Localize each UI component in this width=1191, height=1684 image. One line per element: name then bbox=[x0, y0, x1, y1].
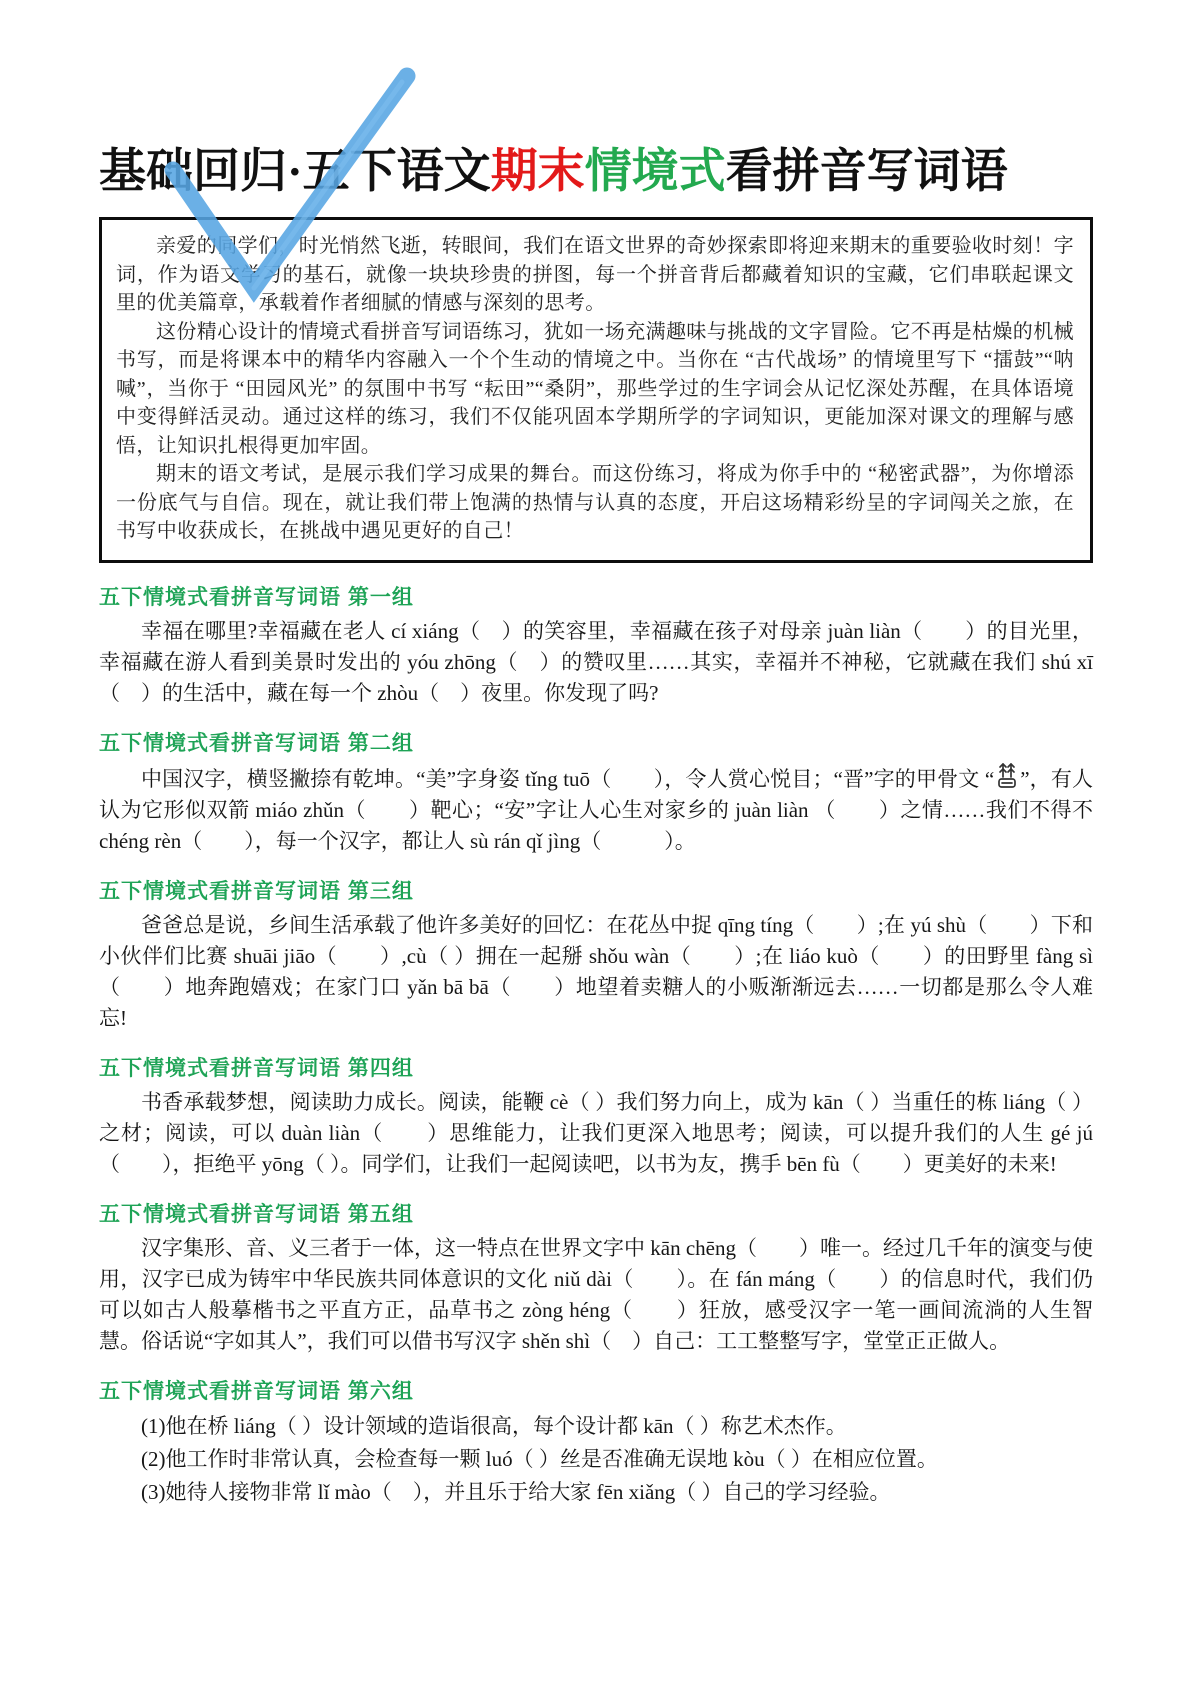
title-black-part1: 基础回归·五下语文 bbox=[99, 146, 491, 198]
page-content bbox=[99, 0, 1093, 1509]
page-title bbox=[99, 134, 1093, 201]
group-6 bbox=[99, 1375, 1093, 1509]
group-5-header: 五下情境式看拼音写词语 第五组 bbox=[99, 1202, 414, 1226]
title-black-part2: 看拼音写词语 bbox=[725, 146, 1008, 198]
group-1-body: 幸福在哪里?幸福藏在老人 cí xiáng（ ）的笑容里，幸福藏在孩子对母亲 juàn liàn（ ）的目光里，幸福藏在游人看到美景时发出的 yóu zhōng（ ）的赞叹里……其实，幸福并不神秘，它就藏在我们 shú xī（ ）的生活中，藏在每一个 zhòu（ ）夜里。你发现了吗? bbox=[99, 618, 1093, 705]
group-2-header: 五下情境式看拼音写词语 第二组 bbox=[99, 731, 414, 755]
group-3-body: 爸爸总是说，乡间生活承载了他许多美好的回忆：在花丛中捉 qīng tíng（ ）;在 yú shù（ ）下和小伙伴们比赛 shuāi jiāo（ ）,cù（ ）拥在一起掰 shǒu wàn（ ）;在 liáo kuò（ ）的田野里 fàng sì（ ）地奔跑嬉戏；在家门口 yǎn bā bā（ ）地望着卖糖人的小贩渐渐远去……一切都是那么令人难忘! bbox=[99, 912, 1093, 1030]
group-6-item-2: (2)他工作时非常认真，会检查每一颗 luó（ ）丝是否准确无误地 kòu（ ）在相应位置。 bbox=[141, 1446, 938, 1471]
intro-paragraph-2: 这份精心设计的情境式看拼音写词语练习，犹如一场充满趣味与挑战的文字冒险。它不再是枯燥的机械书写，而是将课本中的精华内容融入一个个生动的情境之中。当你在 “古代战场” 的情境里写下 “擂鼓”“呐喊”，当你于 “田园风光” 的氛围中书写 “耘田”“桑阴”，那些学过的生字词会从记忆深处苏醒，在具体语境中变得鲜活灵动。通过这样的练习，我们不仅能巩固本学期所学的字词知识，更能加深对课文的理解与感悟，让知识扎根得更加牢固。 bbox=[116, 320, 1074, 457]
title-green-part: 情境式 bbox=[584, 146, 726, 198]
group-3-header: 五下情境式看拼音写词语 第三组 bbox=[99, 879, 414, 903]
group-3 bbox=[99, 875, 1093, 1034]
group-2-body-before: 中国汉字，横竖撇捺有乾坤。“美”字身姿 tǐng tuō（ ），令人赏心悦目；“晋”字的甲骨文 “ bbox=[141, 766, 995, 791]
group-6-item-1: (1)他在桥 liáng（ ）设计领域的造诣很高，每个设计都 kān（ ）称艺术杰作。 bbox=[141, 1413, 847, 1438]
group-1-header: 五下情境式看拼音写词语 第一组 bbox=[99, 585, 414, 609]
group-1 bbox=[99, 581, 1093, 709]
group-6-header: 五下情境式看拼音写词语 第六组 bbox=[99, 1379, 414, 1403]
intro-box bbox=[99, 217, 1093, 563]
oracle-bone-jin-glyph bbox=[995, 762, 1019, 790]
group-5-body: 汉字集形、音、义三者于一体，这一特点在世界文字中 kān chēng（ ）唯一。经过几千年的演变与使用，汉字已成为铸牢中华民族共同体意识的文化 niǔ dài（ ）。在 fán máng（ ）的信息时代，我们仍可以如古人般摹楷书之平直方正，品草书之 zòng héng（ ）狂放，感受汉字一笔一画间流淌的人生智慧。俗话说“字如其人”，我们可以借书写汉字 shěn shì（ ）自己：工工整整写字，堂堂正正做人。 bbox=[99, 1235, 1093, 1353]
group-6-items bbox=[99, 1410, 1093, 1509]
intro-paragraph-1: 亲爱的同学们，时光悄然飞逝，转眼间，我们在语文世界的奇妙探索即将迎来期末的重要验收时刻！字词，作为语文学习的基石，就像一块块珍贵的拼图，每一个拼音背后都藏着知识的宝藏，它们串联起课文里的优美篇章，承载着作者细腻的情感与深刻的思考。 bbox=[116, 235, 1074, 314]
group-4-body: 书香承载梦想，阅读助力成长。阅读，能鞭 cè（ ）我们努力向上，成为 kān（ ）当重任的栋 liáng（ ）之材；阅读，可以 duàn liàn（ ）思维能力，让我们更深入地思考；阅读，可以提升我们的人生 gé jú（ ），拒绝平 yōng（ ）。同学们，让我们一起阅读吧，以书为友，携手 bēn fù（ ）更美好的未来! bbox=[99, 1089, 1093, 1176]
title-red-part: 期末 bbox=[490, 146, 585, 198]
group-2 bbox=[99, 727, 1093, 857]
group-6-item-3: (3)她待人接物非常 lǐ mào（ ），并且乐于给大家 fēn xiǎng（ ）自己的学习经验。 bbox=[141, 1479, 891, 1504]
group-4 bbox=[99, 1052, 1093, 1180]
intro-paragraph-3: 期末的语文考试，是展示我们学习成果的舞台。而这份练习，将成为你手中的 “秘密武器”，为你增添一份底气与自信。现在，就让我们带上饱满的热情与认真的态度，开启这场精彩纷呈的字词闯关之旅，在书写中收获成长，在挑战中遇见更好的自己！ bbox=[116, 463, 1074, 542]
group-5 bbox=[99, 1198, 1093, 1357]
group-2-body-after: ”，有人认为它形似双箭 miáo zhǔn（ ）靶心；“安”字让人心生对家乡的 juàn liàn （ ）之情……我们不得不 chéng rèn（ ），每一个汉字，都让人 sù rán qǐ jìng（ ）。 bbox=[99, 766, 1093, 853]
group-4-header: 五下情境式看拼音写词语 第四组 bbox=[99, 1056, 414, 1080]
group-2-body bbox=[99, 762, 1093, 857]
